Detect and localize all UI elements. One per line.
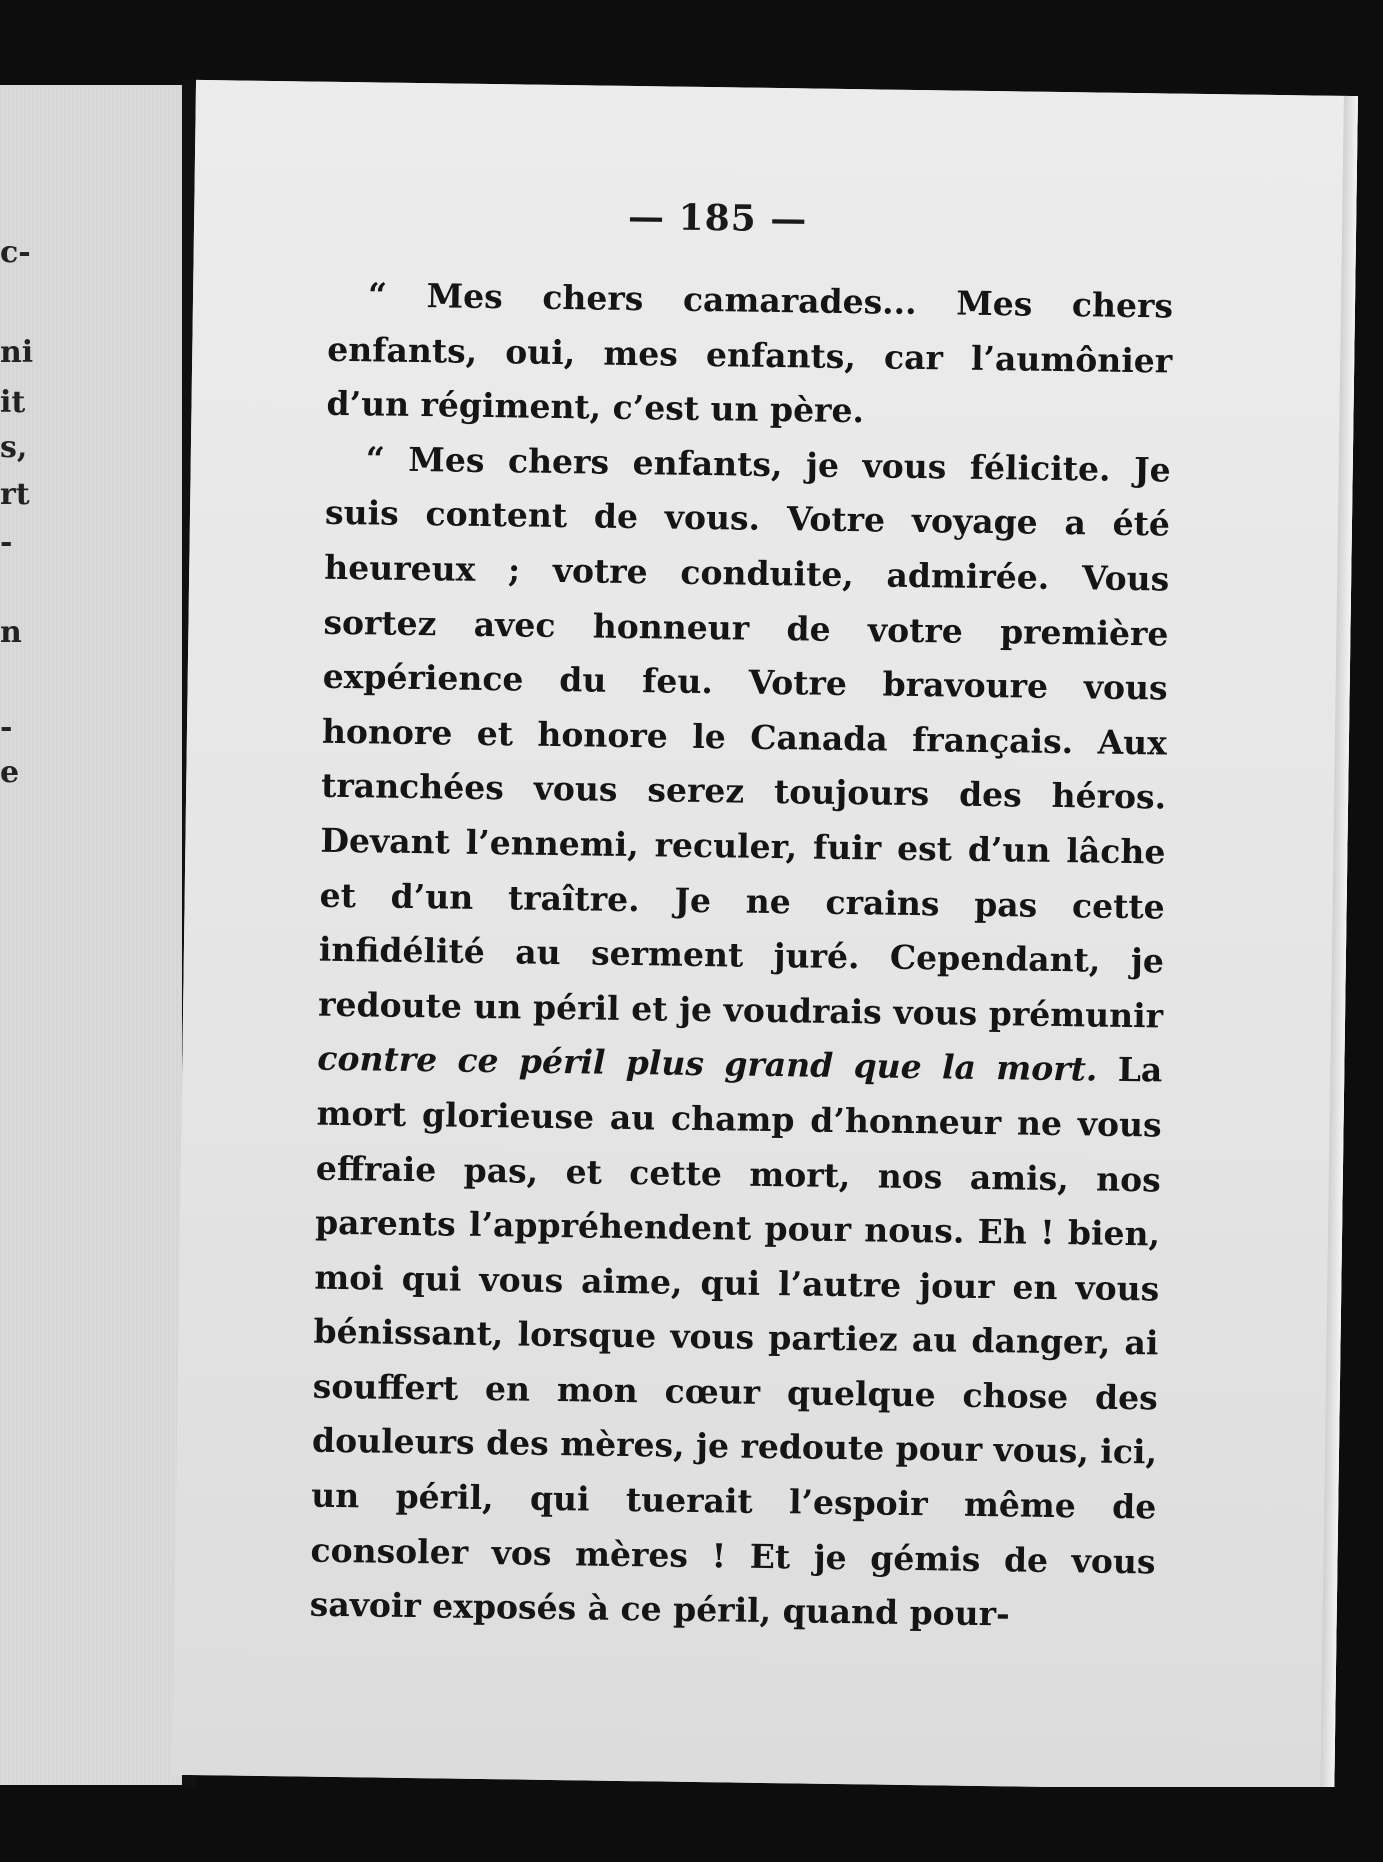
italic-phrase: contre ce péril plus grand que la mort.	[317, 1038, 1098, 1089]
facing-page-edge	[0, 85, 182, 1785]
facing-page-fragment: c-	[0, 235, 31, 270]
page-number: — 185 —	[627, 195, 808, 241]
paragraph-text: “ Mes chers enfants, je vous félicite. Je suis content de vous. Votre voyage a été heureux ; votre conduite, admirée. Vous sortez avec honneur de votre première expérience du feu. Votre bravoure vous honore et honore le Canada français. Aux tranchées vous serez toujours des héros. Devant l’ennemi, reculer, fuir est d’un lâche et d’un traître. Je ne crains pas cette infidélité au serment juré. Cependant, je redoute un péril et je voudrais vous prémunir	[317, 439, 1171, 1036]
book-page	[172, 80, 1358, 1791]
paragraph	[309, 432, 1171, 1645]
page-edge	[1320, 96, 1358, 1791]
paragraph-text: La mort glorieuse au champ d’honneur ne vous effraie pas, et cette mort, nos amis, nos parents l’appréhendent pour nous. Eh ! bien, moi qui vous aime, qui l’autre jour en vous bénissant, lorsque vous partiez au danger, ai souffert en mon cœur quelque chose des douleurs des mères, je redoute pour vous, ici, un péril, qui tuerait l’espoir même de consoler vos mères ! Et je gémis de vous savoir exposés à ce péril, quand pour-	[309, 1050, 1163, 1634]
page-body	[309, 268, 1173, 1645]
scan-bottom-border	[0, 1787, 1383, 1862]
facing-page-fragment: s,	[0, 430, 28, 465]
facing-page-fragment: -	[0, 710, 13, 745]
paragraph: “ Mes chers camarades... Mes chers enfants, oui, mes enfants, car l’aumônier d’un régiment, c’est un père.	[326, 275, 1174, 431]
scan-top-border	[0, 0, 1383, 82]
facing-page-fragment: -	[0, 525, 13, 560]
facing-page-fragment: ni	[0, 335, 34, 370]
facing-page-fragment: e	[0, 755, 20, 790]
facing-page-fragment: it	[0, 385, 26, 420]
facing-page-fragment: n	[0, 615, 22, 650]
facing-page-fragment: rt	[0, 477, 30, 512]
